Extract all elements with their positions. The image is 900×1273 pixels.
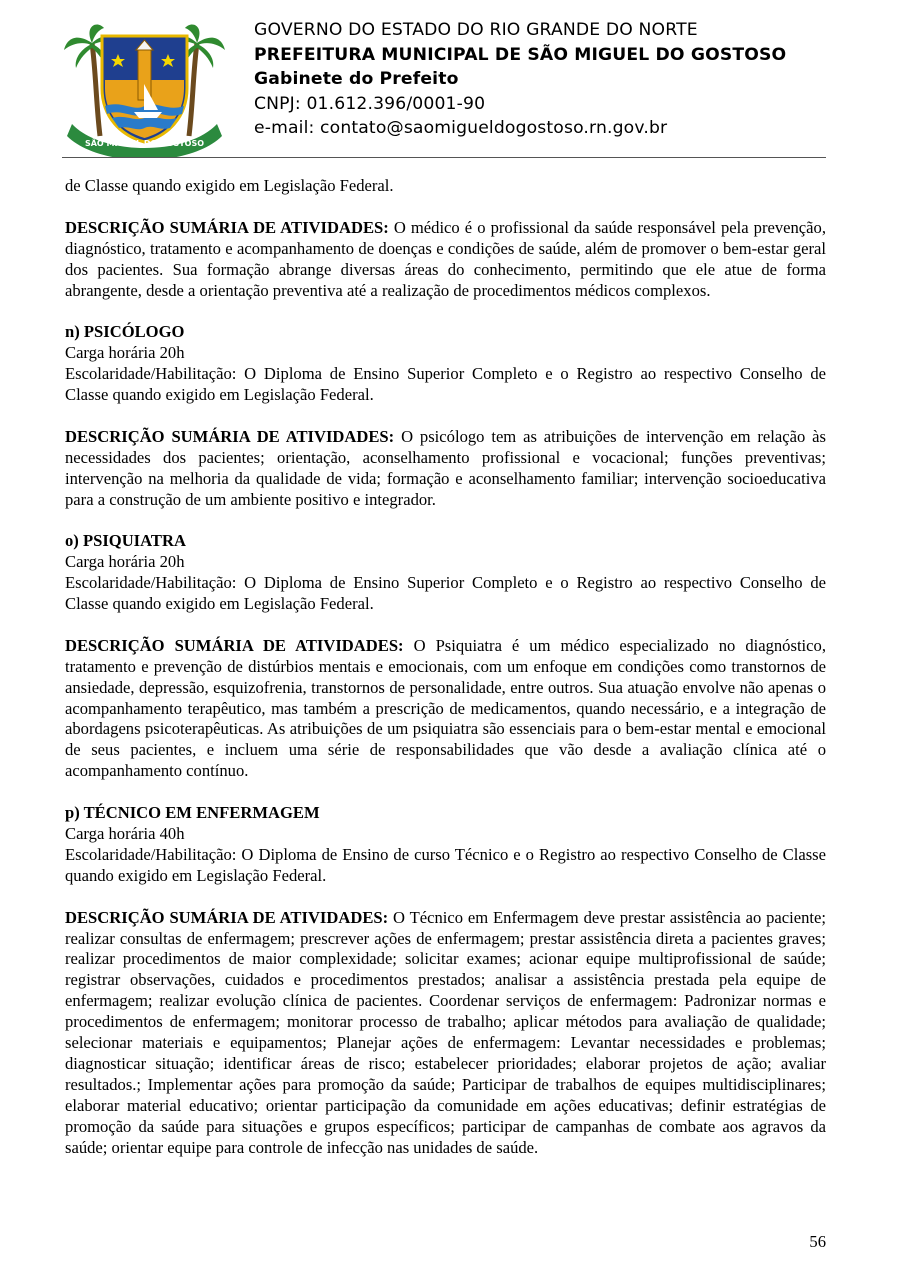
section-descricao-text: O Psiquiatra é um médico especializado no diagnóstico, tratamento e prevenção de distúrbios mentais e emocionais, com um enfoque em condições como transtornos de ansiedade, depressão, esquizofrenia, transtornos de personalidade, entre outros. Sua atuação envolve não apenas o acompanhamento terapêutico, mas também a prescrição de medicamentos, quando necessário, e a integração de abordagens psicoterapêuticas. As atribuições de um psiquiatra são essenciais para o bem-estar mental e emocional de seus pacientes, e incluem uma série de responsabilidades que vão desde a avaliação clínica até o acompanhamento contínuo. [65,635,826,781]
summary-label: DESCRIÇÃO SUMÁRIA DE ATIVIDADES: [65,635,404,655]
page-number: 56 [809,1232,826,1251]
letterhead-text [254,18,786,141]
section-descricao-psicologo [65,427,826,511]
summary-label: DESCRIÇÃO SUMÁRIA DE ATIVIDADES: [65,426,395,446]
section-title-psiquiatra: o) PSIQUIATRA [65,531,186,551]
section-descricao-tecnico-enfermagem [65,908,826,1159]
office-line: Gabinete do Prefeito [254,69,459,90]
section-carga-tecnico-enfermagem: Carga horária 40h [65,824,185,843]
section-title-tecnico-enfermagem: p) TÉCNICO EM ENFERMAGEM [65,803,320,823]
section-escolaridade-tecnico-enfermagem: Escolaridade/Habilitação: O Diploma de Ensino de curso Técnico e o Registro ao respectivo Conselho de Classe quando exigido em Legislação Federal. [65,844,826,885]
section-escolaridade-psiquiatra: Escolaridade/Habilitação: O Diploma de Ensino Superior Completo e o Registro ao respectivo Conselho de Classe quando exigido em Legislação Federal. [65,573,826,614]
section-descricao-psiquiatra [65,636,826,782]
letterhead [62,14,826,154]
intro-line: de Classe quando exigido em Legislação Federal. [65,176,394,195]
medico-description-text: O médico é o profissional da saúde responsável pela prevenção, diagnóstico, tratamento e acompanhamento de doenças e condições de saúde, além de promover o bem-estar geral dos pacientes. Sua formação abrange diversas áreas do conhecimento, permitindo que ele atue de forma abrangente, desde a orientação preventiva até a realização de procedimentos médicos complexos. [65,217,826,300]
section-descricao-text: O Técnico em Enfermagem deve prestar assistência ao paciente; realizar consultas de enfermagem; prescrever ações de enfermagem; prestar assistência direta a pacientes graves; realizar procedimentos de maior complexidade; solicitar exames; acionar equipe multiprofissional de saúde; registrar observações, cuidados e procedimentos prestados; analisar a assistência prestada pela equipe de enfermagem; realizar evolução clínica de pacientes. Coordenar serviços de enfermagem: Padronizar normas e procedimentos de enfermagem; monitorar processo de trabalho; aplicar métodos para avaliação de qualidade; selecionar materiais e equipamentos; Planejar ações de enfermagem: Levantar necessidades e problemas; diagnosticar situação; identificar áreas de risco; estabelecer prioridades; elaborar projetos de ação; avaliar resultados.; Implementar ações para promoção da saúde; Participar de trabalhos de equipes multidisciplinares; elaborar material educativo; orientar participação da comunidade em ações educativas; definir estratégias de promoção da saúde para situações e grupos específicos; participar de campanhas de combate aos agravos da saúde; orientar equipe para controle de infecção nas unidades de saúde. [65,907,826,1157]
municipality-line: PREFEITURA MUNICIPAL DE SÃO MIGUEL DO GOSTOSO [254,44,787,65]
logo-ribbon-text: SÃO MIGUEL DO GOSTOSO [84,139,205,148]
section-descricao-text: O psicólogo tem as atribuições de intervenção em relação às necessidades dos pacientes; orientação, aconselhamento profissional e vocacional; funções preventivas; intervenção na melhoria da qualidade de vida; formação e aconselhamento familiar; intervenção socioeducativa para a construção de um ambiente positivo e integrador. [65,426,826,509]
summary-label: DESCRIÇÃO SUMÁRIA DE ATIVIDADES: [65,907,389,927]
header-divider [62,157,826,158]
section-escolaridade-psicologo: Escolaridade/Habilitação: O Diploma de Ensino Superior Completo e o Registro ao respectivo Conselho de Classe quando exigido em Legislação Federal. [65,364,826,405]
state-government-line: GOVERNO DO ESTADO DO RIO GRANDE DO NORTE [254,20,698,40]
section-carga-psiquiatra: Carga horária 20h [65,552,185,572]
summary-label: DESCRIÇÃO SUMÁRIA DE ATIVIDADES: [65,217,389,237]
section-carga-psicologo: Carga horária 20h [65,343,185,363]
section-title-psicologo: n) PSICÓLOGO [65,322,185,342]
email-line: e-mail: contato@saomigueldogostoso.rn.gov.br [254,118,668,139]
document-body [65,176,826,1158]
medico-description [65,218,826,302]
municipal-crest-logo [62,18,227,158]
cnpj-line: CNPJ: 01.612.396/0001-90 [254,93,486,114]
